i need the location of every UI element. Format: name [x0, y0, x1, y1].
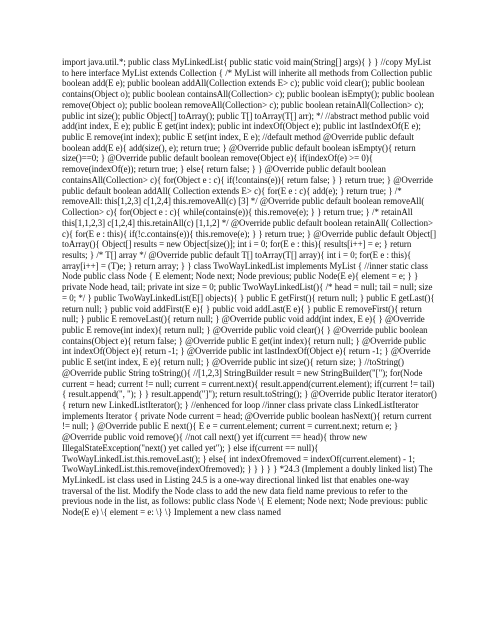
document-body-text: import java.util.*; public class MyLinkedList{ public static void main(String[] args){ } } //copy MyList to here interface MyList extends Collection { /* MyList will inherite all methods from Collection public boolean add(E e); public boolean addAll(Collection extends E> c); public void clear(); public boolean contains(Object o); public boolean containsAll(Collection> c); public boolean isEmpty(); public boolean remove(Object o); public boolean removeAll(Collection> c); public boolean retainAll(Collection> c); public int size(); public Object[] toArray(); public T[] toArray(T[] arr); */ //abstract method public void add(int index, E e); public E get(int index); public int indexOf(Object e); public int lastIndexOf(E e); public E remove(int index); public E set(int index, E e); //default method @Override public default boolean add(E e){ add(size(), e); return true; } @Override public default boolean isEmpty(){ return size()==0; } @Override public default boolean remove(Object e){ if(indexOf(e) >= 0){ remove(indexOf(e)); return true; } else{ return false; } } @Override public default boolean containsAll(Collection> c){ for(Object e : c){ if(!contains(e)){ return false; } } return true; } @Override public default boolean addAll( Collection extends E> c){ for(E e : c){ add(e); } return true; } /* removeAll: this[1,2,3] c[1,2,4] this.removeAll(c) [3] */ @Override public default boolean removeAll( Collection> c){ for(Object e : c){ while(contains(e)){ this.remove(e); } } return true; } /* retainAll this[1,1,2,3] c[1,2,4] this.retainAll(c) [1,1,2] */ @Override public default boolean retainAll( Collection> c){ for(E e : this){ if(!c.contains(e)){ this.remove(e); } } return true; } @Override public default Object[] toArray(){ Object[] results = new Object[size()]; int i = 0; for(E e : this){ results[i++] = e; } return results; } /* T[] array */ @Override public default T[] toArray(T[] array){ int i = 0; for(E e : this){ array[i++] = (T)e; } return array; } } class TwoWayLinkedList implements MyList { //inner static class Node public class Node { E element; Node next; Node previous; public Node(E e){ element = e; } } private Node head, tail; private int size = 0; public TwoWayLinkedList(){ /* head = null; tail = null; size = 0; */ } public TwoWayLinkedList(E[] objects){ } public E getFirst(){ return null; } public E getLast(){ return null; } public void addFirst(E e){ } public void addLast(E e){ } public E removeFirst(){ return null; } public E removeLast(){ return null; } @Override public void add(int index, E e){ } @Override public E remove(int index){ return null; } @Override public void clear(){ } @Override public boolean contains(Object e){ return false; } @Override public E get(int index){ return null; } @Override public int indexOf(Object e){ return -1; } @Override public int lastIndexOf(Object e){ return -1; } @Override public E set(int index, E e){ return null; } @Override public int size(){ return size; } //toString() @Override public String toString(){ //[1,2,3] StringBuilder result = new StringBuilder("["); for(Node current = head; current != null; current = current.next){ result.append(current.element); if(current != tail){ result.append(", "); } } result.append("]"); return result.toString(); } @Override public Iterator iterator(){ return new LinkedListIterator(); } //enhenced for loop //inner class private class LinkedListIterator implements Iterator { private Node current = head; @Override public boolean hasNext(){ return current != null; } @Override public E next(){ E e = current.element; current = current.next; return e; } @Override public void remove(){ //not call next() yet if(current == head){ throw new IllegalStateException("next() yet called yet"); } else if(current == null){ TwoWayLinkedList.this.removeLast(); } else{ int indexOfremoved = indexOf(current.element) - 1; TwoWayLinkedList.this.remove(indexOfremoved); } } } } } *24.3 (Implement a doubly linked list) The MyLinkedL ist class used in Listing 24.5 is a one-way directional linked list that enables one-way traversal of the list. Modify the Node class to add the new data field name previous to refer to the previous node in the list, as follows: public class Node \{ E element; Node next; Node previous: public Node(E e) \{ element = e: \} \} Implement a new class named — [62, 57, 437, 518]
